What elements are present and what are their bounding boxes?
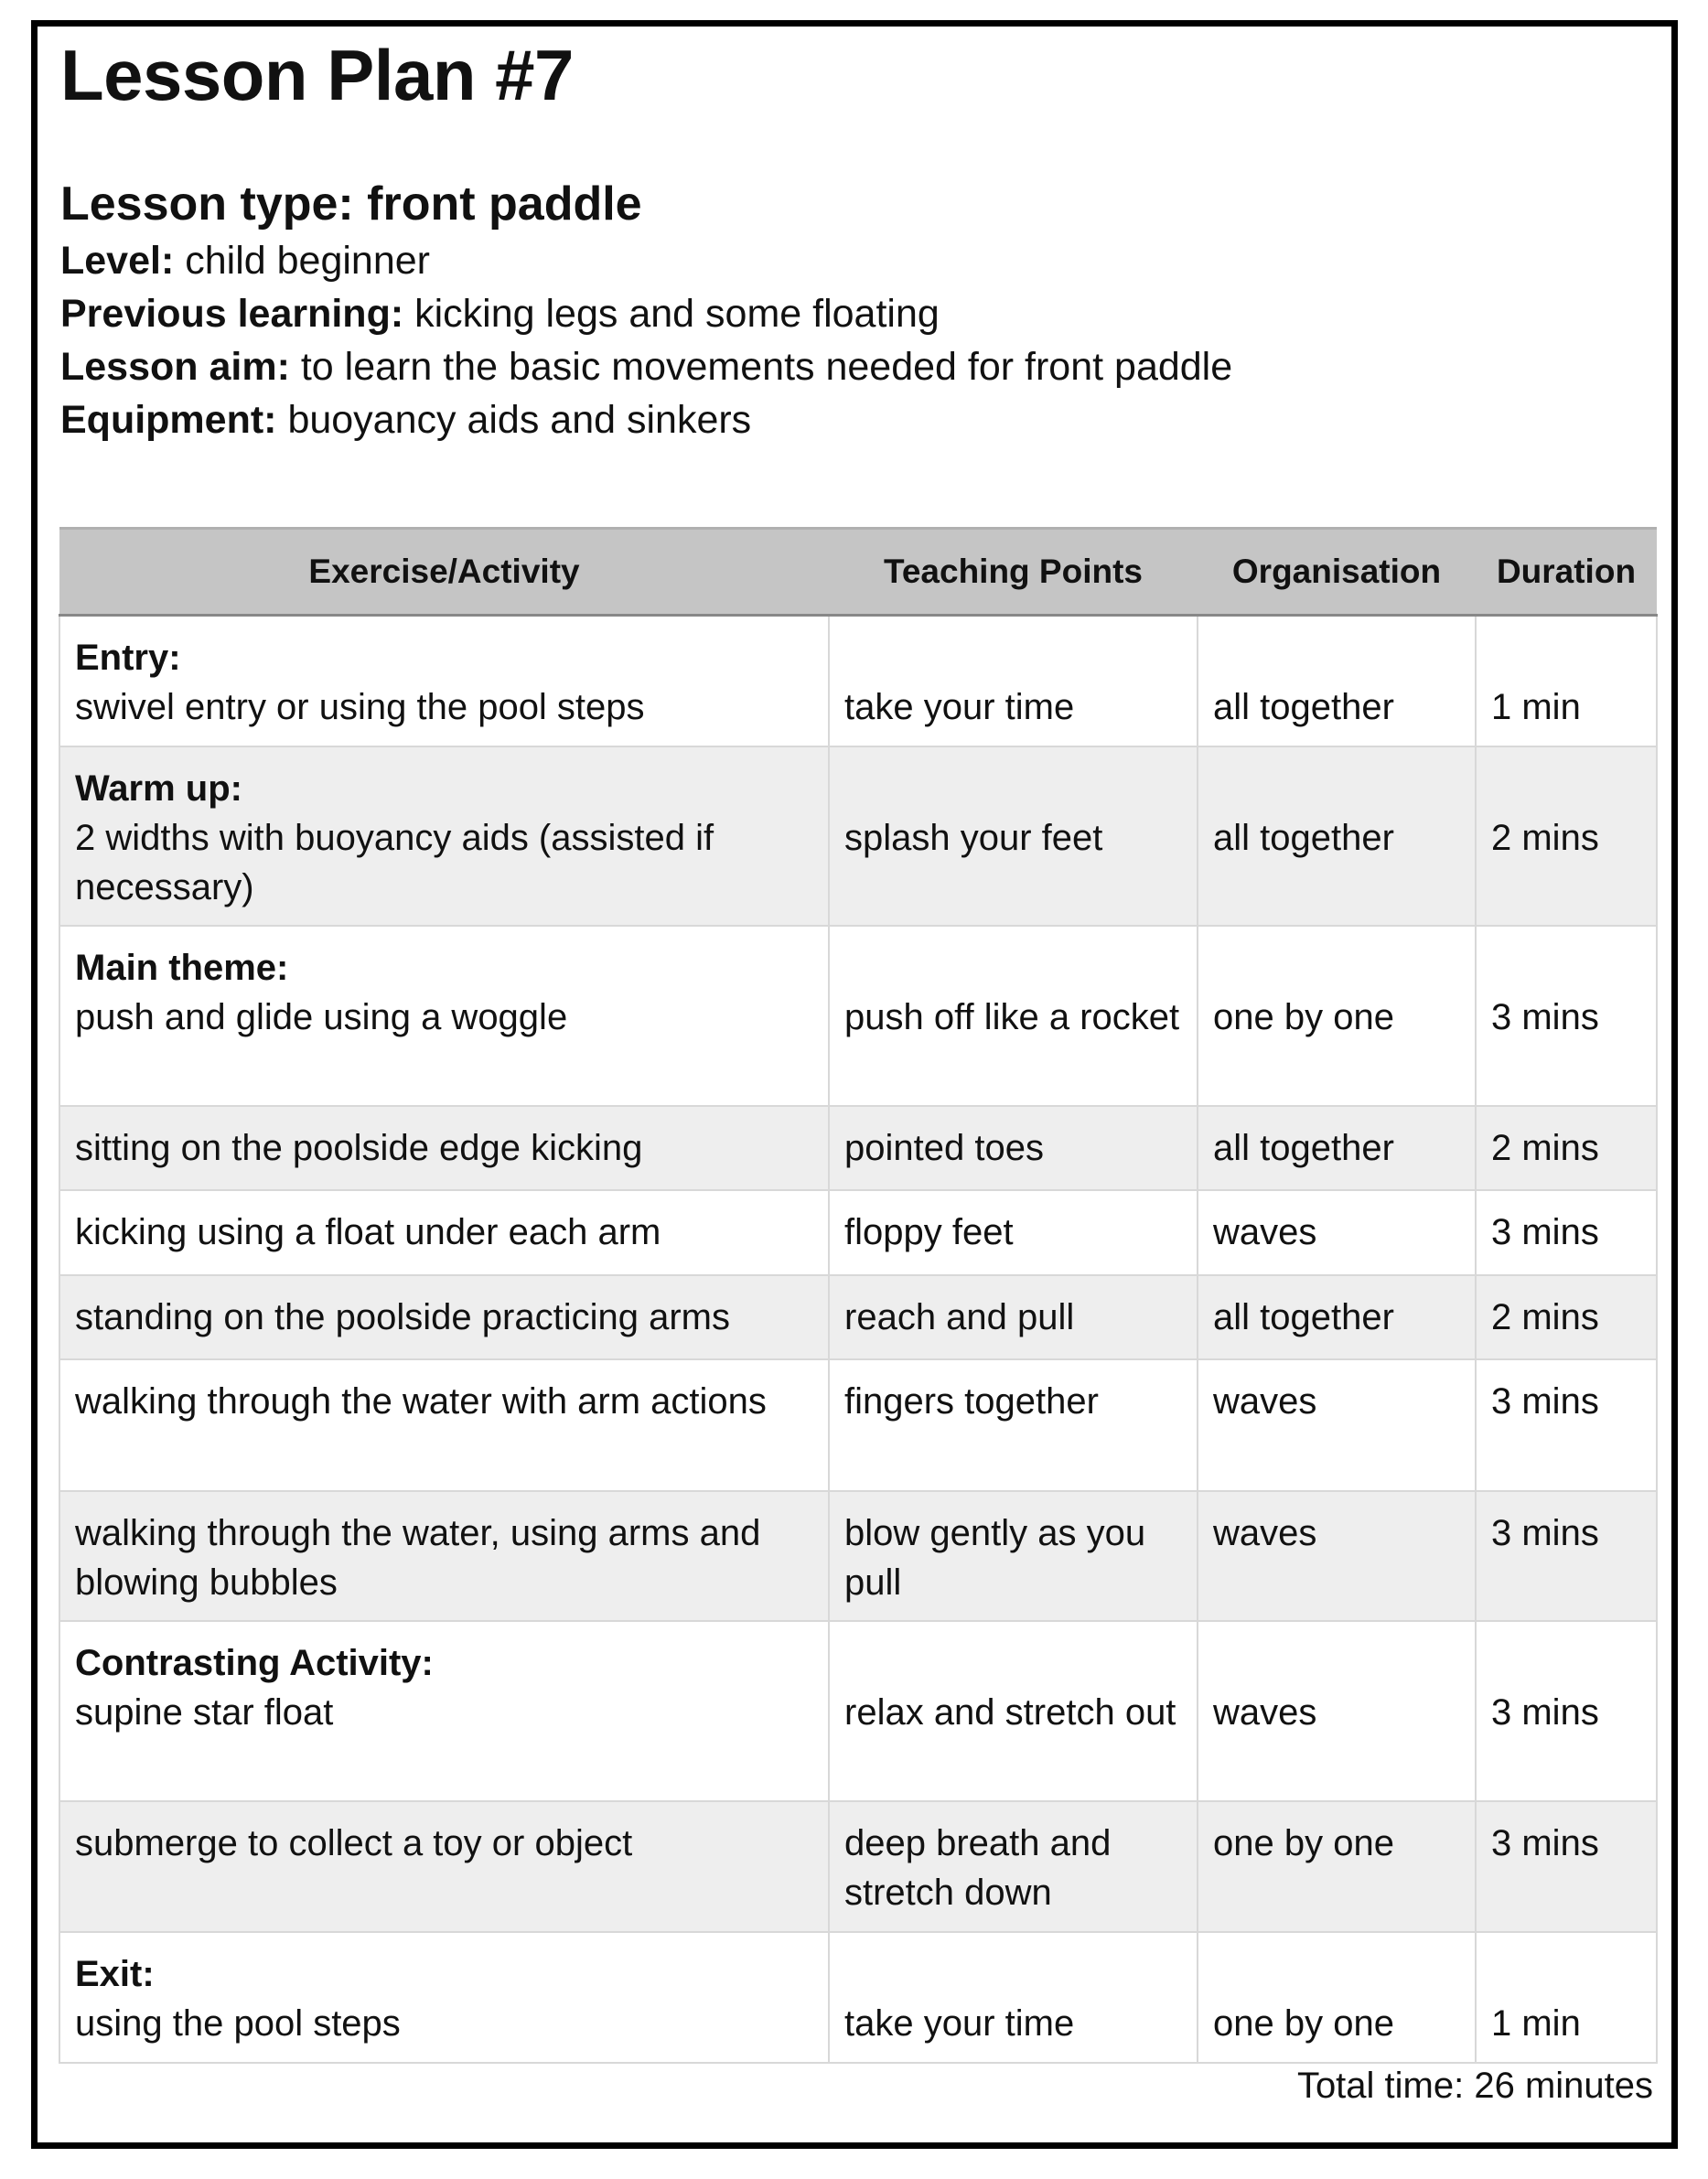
previous-learning-line [60,291,940,338]
activity-cell [59,926,829,1106]
activity-cell: kicking using a float under each arm [59,1190,829,1275]
organisation-cell: waves [1198,1621,1476,1801]
section-heading: Entry: [75,638,181,678]
level-value: child beginner [185,239,430,283]
section-heading: Contrasting Activity: [75,1642,434,1683]
duration-cell: 3 mins [1476,1801,1657,1932]
section-heading: Main theme: [75,947,289,988]
total-time: Total time: 26 minutes [1296,2066,1653,2106]
teaching-cell: fingers together [829,1359,1198,1491]
previous-learning-label: Previous learning: [60,292,404,336]
table-row [59,1801,1657,1932]
activity-cell: walking through the water, using arms and blowing bubbles [59,1491,829,1621]
organisation-cell: one by one [1198,926,1476,1106]
organisation-cell: all together [1198,616,1476,746]
teaching-cell: take your time [829,616,1198,746]
lesson-aim-label: Lesson aim: [60,345,290,389]
organisation-cell: waves [1198,1491,1476,1621]
organisation-cell: waves [1198,1190,1476,1275]
lesson-aim-value: to learn the basic movements needed for front paddle [300,345,1233,389]
duration-cell: 2 mins [1476,1275,1657,1359]
activity-cell [59,1621,829,1801]
organisation-cell: all together [1198,1106,1476,1190]
teaching-cell: take your time [829,1932,1198,2063]
teaching-cell: push off like a rocket [829,926,1198,1106]
duration-cell: 2 mins [1476,1106,1657,1190]
table-row [59,1491,1657,1621]
page-title: Lesson Plan #7 [60,35,574,115]
teaching-cell: reach and pull [829,1275,1198,1359]
table-row [59,1190,1657,1275]
activity-text: push and glide using a woggle [75,996,568,1037]
duration-cell: 3 mins [1476,926,1657,1106]
teaching-cell: blow gently as you pull [829,1491,1198,1621]
equipment-line [60,397,751,445]
duration-cell: 3 mins [1476,1190,1657,1275]
activity-cell: submerge to collect a toy or object [59,1801,829,1932]
header-organisation: Organisation [1198,529,1476,616]
previous-learning-value: kicking legs and some floating [414,292,940,336]
duration-cell: 1 min [1476,1932,1657,2063]
equipment-value: buoyancy aids and sinkers [287,398,752,442]
table-row [59,1621,1657,1801]
equipment-label: Equipment: [60,398,277,442]
teaching-cell: splash your feet [829,746,1198,926]
organisation-cell: one by one [1198,1932,1476,2063]
activity-cell [59,616,829,746]
teaching-cell: floppy feet [829,1190,1198,1275]
teaching-cell: pointed toes [829,1106,1198,1190]
lesson-type: Lesson type: front paddle [60,177,642,231]
duration-cell: 3 mins [1476,1359,1657,1491]
activity-cell: standing on the poolside practicing arms [59,1275,829,1359]
header-teaching-points: Teaching Points [829,529,1198,616]
organisation-cell: all together [1198,1275,1476,1359]
activity-cell [59,1932,829,2063]
table-row [59,1275,1657,1359]
organisation-cell: all together [1198,746,1476,926]
duration-cell: 3 mins [1476,1621,1657,1801]
section-heading: Warm up: [75,767,242,809]
lesson-plan-table [59,527,1658,2064]
section-heading: Exit: [75,1953,155,1994]
duration-cell: 3 mins [1476,1491,1657,1621]
lesson-aim-line [60,344,1232,392]
table-row [59,1932,1657,2063]
activity-text: 2 widths with buoyancy aids (assisted if necessary) [75,817,714,907]
header-activity: Exercise/Activity [59,529,829,616]
organisation-cell: waves [1198,1359,1476,1491]
table-header-row [59,529,1657,616]
organisation-cell: one by one [1198,1801,1476,1932]
table-row [59,746,1657,926]
header-duration: Duration [1476,529,1657,616]
level-line [60,238,430,285]
activity-text: supine star float [75,1691,334,1733]
activity-cell [59,746,829,926]
table-row [59,616,1657,746]
activity-cell: walking through the water with arm actions [59,1359,829,1491]
activity-text: swivel entry or using the pool steps [75,687,645,727]
table-row [59,926,1657,1106]
level-label: Level: [60,239,175,283]
table-row [59,1359,1657,1491]
table-row [59,1106,1657,1190]
teaching-cell: deep breath and stretch down [829,1801,1198,1932]
duration-cell: 2 mins [1476,746,1657,926]
activity-text: using the pool steps [75,2002,401,2044]
activity-cell: sitting on the poolside edge kicking [59,1106,829,1190]
duration-cell: 1 min [1476,616,1657,746]
teaching-cell: relax and stretch out [829,1621,1198,1801]
